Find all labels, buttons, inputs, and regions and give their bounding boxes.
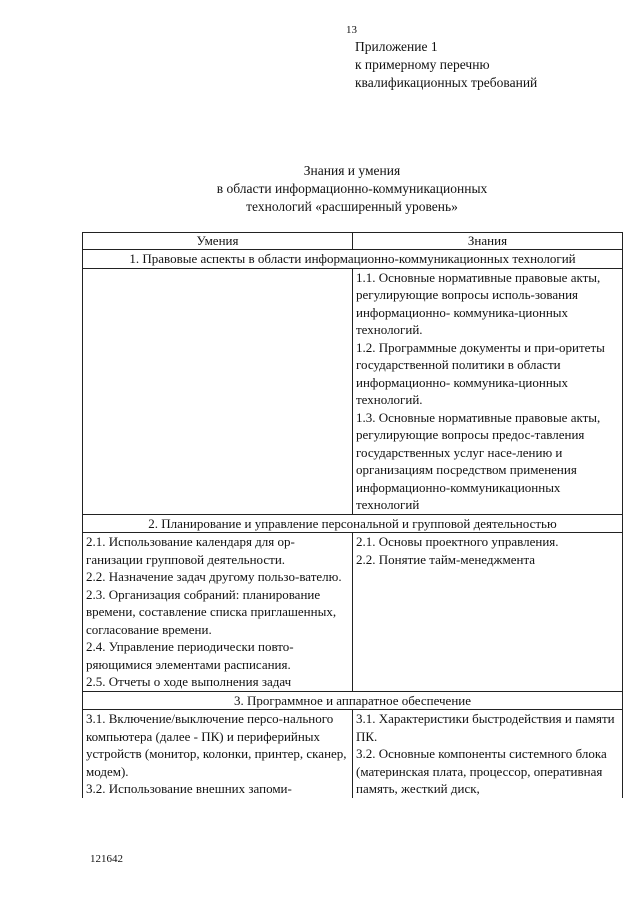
section-title-3: 3. Программное и аппаратное обеспечение — [83, 691, 623, 710]
appendix-line: Приложение 1 — [355, 39, 438, 54]
header-knowledge: Знания — [353, 233, 623, 250]
title-line: в области информационно-коммуникационных — [216, 181, 488, 196]
table-row — [83, 268, 623, 514]
section-title-2: 2. Планирование и управление персональной и групповой деятельностью — [83, 514, 623, 533]
appendix-line: квалификационных требований — [355, 75, 538, 90]
knowledge-cell-1 — [353, 268, 623, 514]
title-line: Знания и умения — [303, 163, 401, 178]
section-row — [83, 514, 623, 533]
skill-item: 2.4. Управление периодически повто-ряющимися элементами расписания. — [86, 639, 294, 672]
section-title-1: 1. Правовые аспекты в области информационно-коммуникационных технологий — [83, 250, 623, 269]
table-row — [83, 533, 623, 692]
section-row — [83, 250, 623, 269]
skill-item: 2.5. Отчеты о ходе выполнения задач — [86, 674, 292, 689]
knowledge-item: 1.1. Основные нормативные правовые акты, регулирующие вопросы исполь-зования информационно- коммуника-ционных технологий. — [356, 269, 601, 337]
section-row — [83, 691, 623, 710]
knowledge-item: 1.3. Основные нормативные правовые акты, регулирующие вопросы предос-тавления государственных услуг насе-лению и организациям посредством применения информационно-коммуникационных технологий — [356, 409, 601, 512]
title-line: технологий «расширенный уровень» — [246, 199, 458, 214]
table-header-row — [83, 233, 623, 250]
document-code: 121642 — [90, 853, 123, 865]
knowledge-item: 3.1. Характеристики быстродействия и памяти ПК. — [356, 711, 615, 744]
skills-cell-1 — [83, 268, 353, 514]
page-number: 13 — [346, 24, 357, 36]
header-skills: Умения — [83, 233, 353, 250]
appendix-caption — [355, 38, 537, 92]
skills-cell-2 — [83, 533, 353, 692]
document-title — [82, 162, 622, 216]
skill-item: 2.3. Организация собраний: планирование времени, составление списка приглашенных, согласование времени. — [86, 586, 337, 637]
skills-knowledge-table — [82, 232, 623, 798]
skill-item: 2.2. Назначение задач другому пользо-вателю. — [86, 569, 342, 584]
skill-item: 3.2. Использование внешних запоми- — [86, 781, 292, 796]
knowledge-item: 1.2. Программные документы и при-оритеты государственной политики в области информационно- коммуника-ционных технологий. — [356, 339, 605, 407]
knowledge-item: 2.2. Понятие тайм-менеджмента — [356, 551, 536, 567]
skills-cell-3 — [83, 710, 353, 798]
skill-item: 2.1. Использование календаря для ор-ганизации групповой деятельности. — [86, 534, 295, 567]
knowledge-item: 2.1. Основы проектного управления. — [356, 534, 559, 549]
knowledge-cell-3 — [353, 710, 623, 798]
knowledge-cell-2 — [353, 533, 623, 692]
skill-item: 3.1. Включение/выключение персо-нального компьютера (далее - ПК) и периферийных устройств (монитор, колонки, принтер, сканер, модем). — [86, 711, 347, 779]
table-row — [83, 710, 623, 798]
knowledge-item: 3.2. Основные компоненты системного блока (материнская плата, процессор, оперативная память, жесткий диск, — [356, 746, 607, 796]
appendix-line: к примерному перечню — [355, 57, 490, 72]
